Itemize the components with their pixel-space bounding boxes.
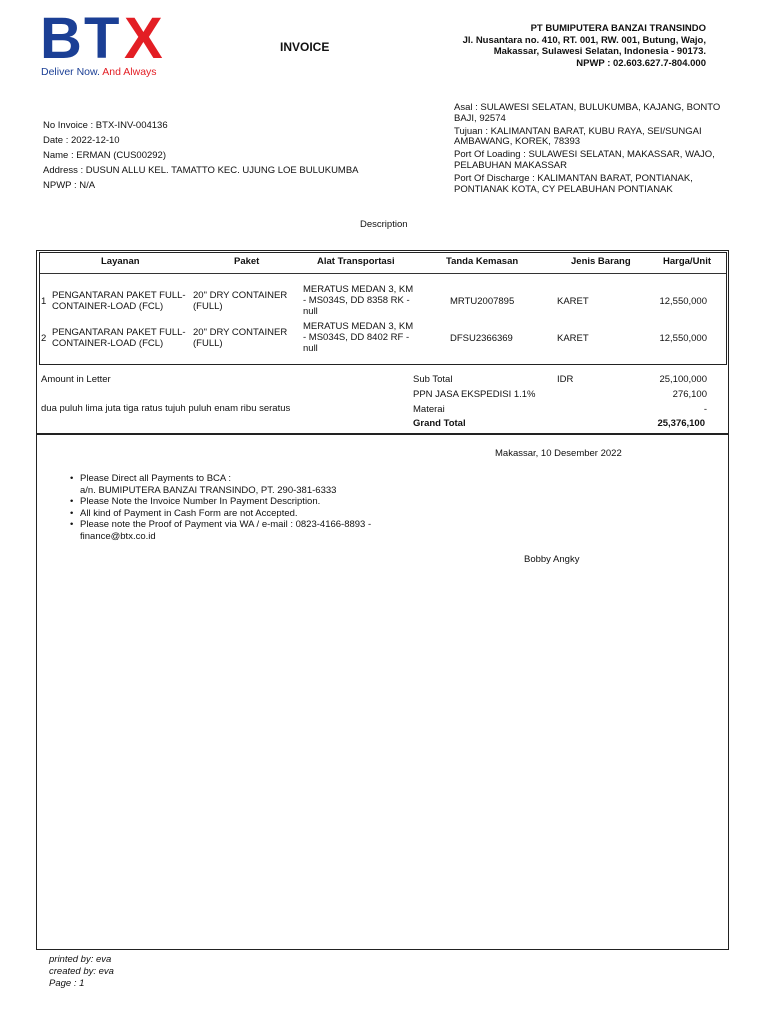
materai-label: Materai xyxy=(413,404,445,415)
page-title: INVOICE xyxy=(280,40,330,54)
note-text: Please Direct all Payments to BCA : a/n. BUMIPUTERA BANZAI TRANSINDO, PT. 290-381-6333 xyxy=(80,473,337,496)
ppn-value: 276,100 xyxy=(672,389,707,400)
company-npwp: NPWP : 02.603.627.7-804.000 xyxy=(576,57,706,69)
payment-notes xyxy=(70,473,410,542)
signer-name: Bobby Angky xyxy=(524,554,580,565)
amount-in-letter-label: Amount in Letter xyxy=(41,374,111,385)
materai-value: - xyxy=(703,404,707,415)
payment-note xyxy=(70,473,410,496)
tagline-part1: Deliver Now. xyxy=(41,66,100,78)
th-layanan: Layanan xyxy=(101,256,140,267)
row-2-harga: 12,550,000 xyxy=(659,333,707,344)
route-info xyxy=(454,103,744,197)
th-harga-unit: Harga/Unit xyxy=(663,256,712,267)
invoice-number: No Invoice : BTX-INV-004136 xyxy=(43,120,168,131)
bullet-icon: • xyxy=(70,473,74,484)
currency: IDR xyxy=(557,374,574,385)
row-1-harga: 12,550,000 xyxy=(659,296,707,307)
printed-by: printed by: eva xyxy=(49,954,112,965)
payment-note xyxy=(70,508,410,520)
subtotal-label: Sub Total xyxy=(413,374,453,385)
route-port-discharge: Port Of Discharge : KALIMANTAN BARAT, PONTIANAK, PONTIANAK KOTA, CY PELABUHAN PONTIANAK xyxy=(454,172,693,195)
print-footer xyxy=(49,954,114,990)
payment-note xyxy=(70,519,410,542)
grand-total-label: Grand Total xyxy=(413,418,466,429)
th-paket: Paket xyxy=(234,256,260,267)
ppn-label: PPN JASA EKSPEDISI 1.1% xyxy=(413,389,536,400)
btx-logo xyxy=(40,6,175,71)
row-1-number: 1 xyxy=(41,296,47,307)
logo-letter-x: X xyxy=(124,6,163,71)
th-jenis-barang: Jenis Barang xyxy=(571,256,631,267)
bullet-icon: • xyxy=(70,519,74,530)
row-2-tanda: DFSU2366369 xyxy=(450,333,513,344)
logo-tagline xyxy=(41,66,157,78)
tagline-part2: And Always xyxy=(102,66,157,78)
invoice-date: Date : 2022-12-10 xyxy=(43,135,120,146)
row-2-layanan: PENGANTARAN PAKET FULL-CONTAINER-LOAD (FCL) xyxy=(52,327,186,349)
description-label: Description xyxy=(360,219,408,230)
row-1-jenis: KARET xyxy=(557,296,589,307)
customer-name: Name : ERMAN (CUS00292) xyxy=(43,150,167,161)
logo-letter-b: B xyxy=(40,6,78,71)
row-1-alat: MERATUS MEDAN 3, KM - MS034S, DD 8358 RK - null xyxy=(303,284,414,317)
route-asal: Asal : SULAWESI SELATAN, BULUKUMBA, KAJANG, BONTO BAJI, 92574 xyxy=(454,102,721,124)
route-port-loading: Port Of Loading : SULAWESI SELATAN, MAKASSAR, WAJO, PELABUHAN MAKASSAR xyxy=(454,149,715,171)
header-divider xyxy=(40,273,726,274)
customer-npwp: NPWP : N/A xyxy=(43,180,96,191)
payment-note xyxy=(70,496,410,508)
invoice-meta xyxy=(43,118,359,193)
row-2-alat: MERATUS MEDAN 3, KM - MS034S, DD 8402 RF - null xyxy=(303,321,414,354)
note-text: All kind of Payment in Cash Form are not Accepted. xyxy=(80,507,298,519)
page-number: Page : 1 xyxy=(49,978,85,989)
place-and-date: Makassar, 10 Desember 2022 xyxy=(495,448,622,459)
company-address-2: Makassar, Sulawesi Selatan, Indonesia - 90173. xyxy=(493,46,706,57)
subtotal-value: 25,100,000 xyxy=(659,374,707,385)
row-2-paket: 20" DRY CONTAINER (FULL) xyxy=(193,327,288,349)
row-1-layanan: PENGANTARAN PAKET FULL-CONTAINER-LOAD (FCL) xyxy=(52,290,186,312)
bullet-icon: • xyxy=(70,496,74,507)
company-block xyxy=(386,23,706,69)
company-address-1: Jl. Nusantara no. 410, RT. 001, RW. 001, Butung, Wajo, xyxy=(462,34,706,46)
row-2-jenis: KARET xyxy=(557,333,589,344)
grand-total-value: 25,376,100 xyxy=(657,418,705,429)
created-by: created by: eva xyxy=(49,966,114,977)
company-name: PT BUMIPUTERA BANZAI TRANSINDO xyxy=(530,23,706,34)
summary-divider xyxy=(37,433,728,435)
customer-address: Address : DUSUN ALLU KEL. TAMATTO KEC. UJUNG LOE BULUKUMBA xyxy=(43,165,359,176)
bullet-icon: • xyxy=(70,507,74,519)
th-alat-transportasi: Alat Transportasi xyxy=(317,256,395,267)
row-1-paket: 20" DRY CONTAINER (FULL) xyxy=(193,290,288,312)
note-text: Please note the Proof of Payment via WA / e-mail : 0823-4166-8893 - finance@btx.co.id xyxy=(80,519,372,542)
note-text: Please Note the Invoice Number In Payment Description. xyxy=(80,496,321,507)
route-tujuan: Tujuan : KALIMANTAN BARAT, KUBU RAYA, SEI/SUNGAI AMBAWANG, KOREK, 78393 xyxy=(454,125,702,148)
row-1-tanda: MRTU2007895 xyxy=(450,296,515,307)
row-2-number: 2 xyxy=(41,333,47,344)
logo-letter-t: T xyxy=(84,6,116,71)
th-tanda-kemasan: Tanda Kemasan xyxy=(446,256,519,267)
amount-in-letter: dua puluh lima juta tiga ratus tujuh puluh enam ribu seratus xyxy=(41,403,291,414)
